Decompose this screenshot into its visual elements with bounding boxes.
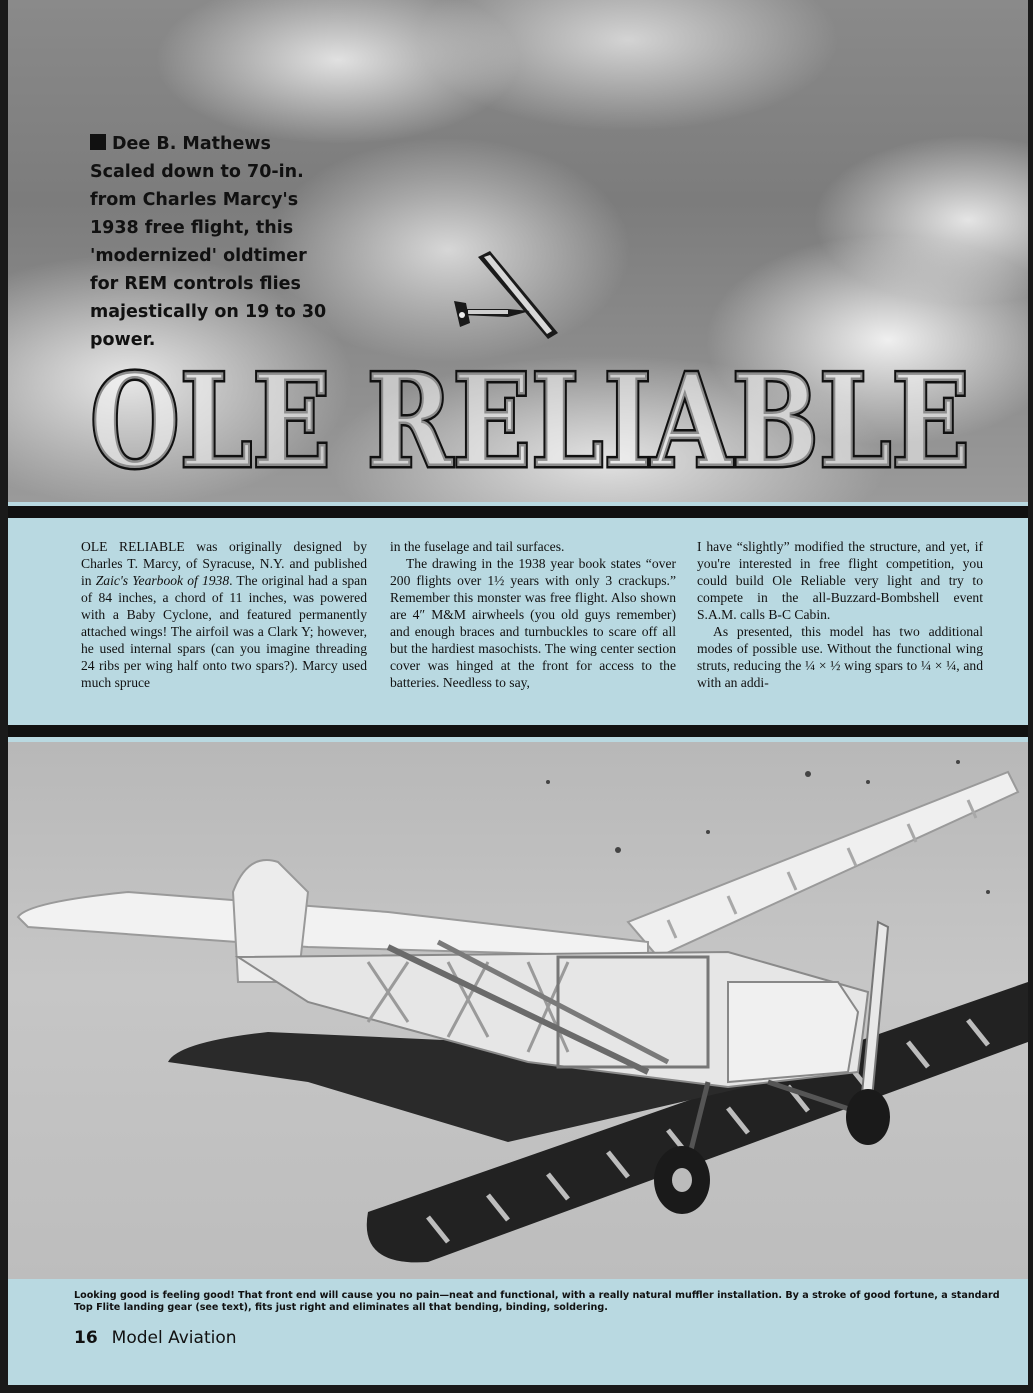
paragraph-text: . The original had a span of 84 inches, a chord of 11 inches, was powered with a Baby Cyclone, and featured permanently attached wings! The airfoil was a Clark Y; however, he used internal spars (can you imagine threading 24 ribs per wing half onto two spars?). Marcy used much spruce [81,573,367,690]
page-number: 16 [74,1328,98,1348]
author-line [90,130,340,158]
paragraph-text: The drawing in the 1938 year book states “over 200 flights over 1½ years with only 3 crackups.” Remember this monster was free flight. Also shown are 4″ M&M airwheels (you old guys remember) and enough braces and turnbuckles to scare off all but the hardiest masochists. The wing center section cover was hinged at the front for access to the batteries. Needless to say, [390,556,676,690]
body-paragraph [697,538,983,623]
page-footer [74,1328,237,1348]
body-paragraph [697,623,983,691]
body-paragraph [81,538,367,691]
body-column-3 [697,538,983,691]
model-plane-illustration [8,742,1028,1279]
flying-plane-icon [448,245,568,345]
paragraph-text: OLE RELIABLE was originally designed by Charles T. Marcy, of Syracuse, N.Y. and published in [81,539,367,588]
body-column-1 [81,538,367,691]
paragraph-text: I have “slightly” modified the structure, and yet, if you're interested in free flight competition, you could build Ole Reliable very light and try to compete in the all-Buzzard-Bombshell event S.A.M. calls B-C Cabin. [697,539,983,622]
title-heading [88,358,973,476]
top-rule [8,506,1028,518]
sky-photo [8,0,1028,502]
paragraph-text: As presented, this model has two additional modes of possible use. Without the functional wing struts, reducing the ¼ × ½ wing spars to ¼ × ¼, and with an addi- [697,624,983,690]
magazine-page [8,0,1028,1385]
photo-caption: Looking good is feeling good! That front end will cause you no pain—neat and functional, with a really natural muffler installation. By a stroke of good fortune, a standard Top Flite landing gear (see text), fits just right and eliminates all that bending, binding, soldering. [74,1290,1000,1313]
magazine-name: Model Aviation [111,1328,237,1348]
author-name: Dee B. Mathews [112,134,271,154]
byline-block [90,130,340,354]
bullet-square-icon [90,134,106,150]
article-body [8,524,1028,717]
deck-text: Scaled down to 70-in. from Charles Marcy's 1938 free flight, this 'modernized' oldtimer for REM controls flies majestically on 19 to 30 power. [90,162,327,350]
paragraph-text: in the fuselage and tail surfaces. [390,539,565,554]
title-text: OLE RELIABLE [90,358,970,476]
body-paragraph [390,555,676,691]
book-title: Zaic's Yearbook of 1938 [95,573,230,588]
middle-rule [8,725,1028,737]
body-column-2 [390,538,676,691]
model-plane-photo [8,742,1028,1279]
body-paragraph [390,538,676,555]
